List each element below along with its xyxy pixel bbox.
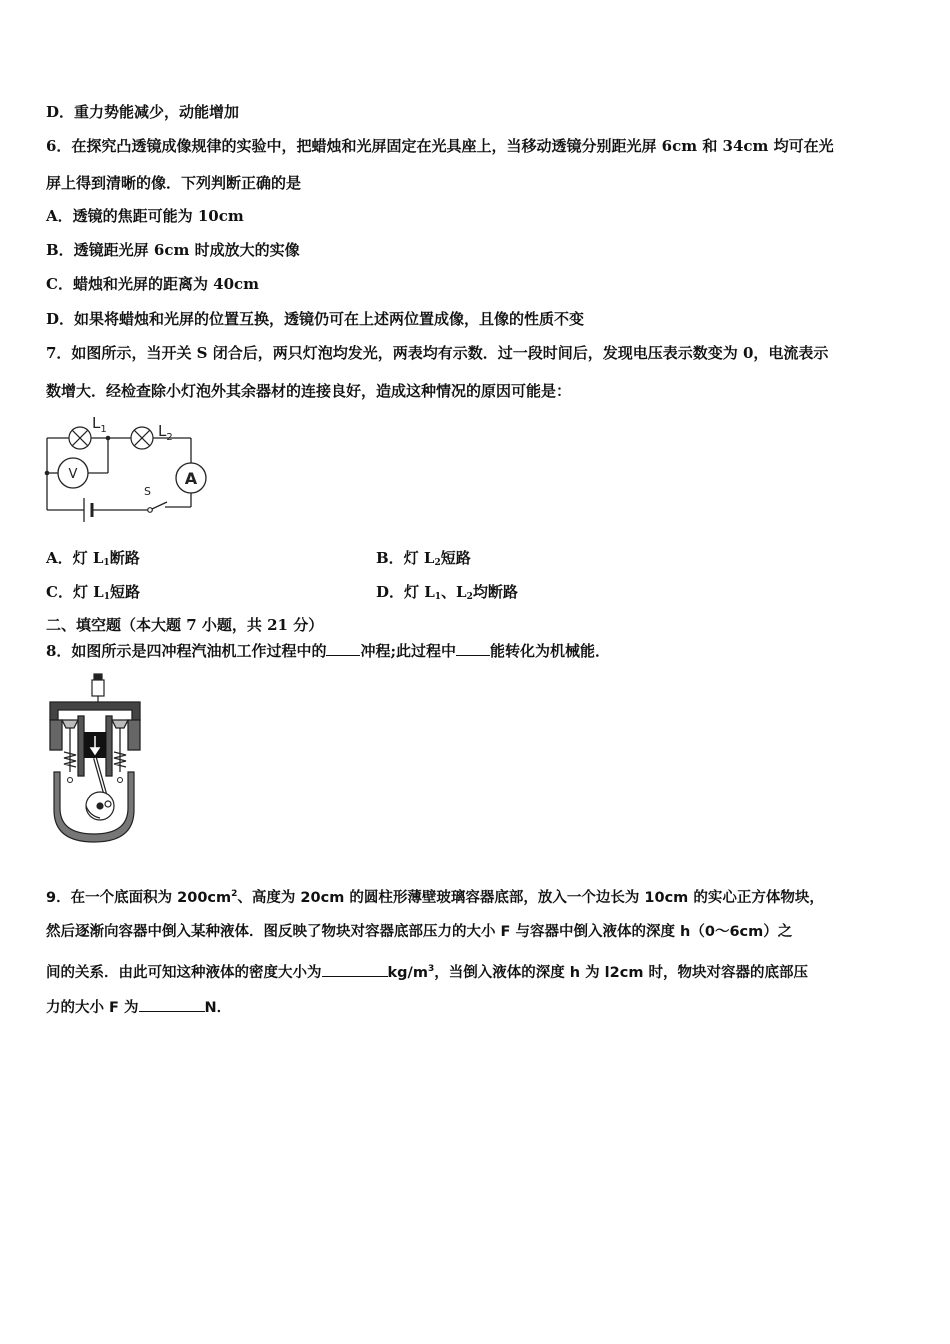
- q6-stem-line1: 6．在探究凸透镜成像规律的实验中，把蜡烛和光屏固定在光具座上，当移动透镜分别距光屏 6cm 和 34cm 均可在光: [46, 137, 834, 155]
- q6-option-b: B．透镜距光屏 6cm 时成放大的实像: [46, 241, 300, 259]
- q7-stem-line2: 数增大．经检查除小灯泡外其余器材的连接良好，造成这种情况的原因可能是：: [46, 382, 572, 400]
- q7-option-d: D．灯 $L_1$、$L_2$均断路: [376, 583, 518, 602]
- svg-text:L2: [158, 422, 173, 443]
- switch-label: S: [144, 485, 151, 498]
- q8-blank-2[interactable]: [456, 641, 490, 656]
- svg-text:L1: [92, 415, 107, 435]
- lamp-l1-icon: [69, 427, 91, 449]
- junction-dot-top: [106, 436, 111, 441]
- q7-option-c: C．灯 $L_1$短路: [46, 583, 140, 602]
- q9-stem-line3: 间的关系．由此可知这种液体的密度大小为 $kg/m^3$，当倒入液体的深度 h 为 l2cm 时，物块对容器的底部压: [46, 964, 808, 981]
- q6-stem-line2: 屏上得到清晰的像．下列判断正确的是: [46, 174, 302, 192]
- lamp-l2-icon: [131, 427, 153, 449]
- q6-option-d: D．如果将蜡烛和光屏的位置互换，透镜仍可在上述两位置成像，且像的性质不变: [46, 310, 585, 328]
- lamp-l2-sub: 2: [166, 432, 173, 443]
- q8-engine-diagram: [44, 672, 144, 848]
- switch-icon: [148, 502, 167, 512]
- q9-stem-line2: 然后逐渐向容器中倒入某种液体．图反映了物块对容器底部压力的大小 F 与容器中倒入液体的深度 h（0～6cm）之: [46, 924, 793, 940]
- q6-option-c: C．蜡烛和光屏的距离为 40cm: [46, 275, 260, 293]
- q9-blank-density[interactable]: [322, 962, 388, 977]
- section-2-title: 二、填空题（本大题 7 小题，共 21 分）: [46, 616, 324, 634]
- q9-stem-line4: 力的大小 F 为 N．: [46, 997, 231, 1018]
- battery-icon: [84, 498, 92, 522]
- lamp-l1-sub: 1: [100, 424, 107, 435]
- lamp-l1-label: L: [92, 415, 101, 432]
- q9-stem-line1: 9．在一个底面积为 $200cm^2$、高度为 20cm 的圆柱形薄壁玻璃容器底部，放入一个边长为 10cm 的实心正方体物块，: [46, 889, 824, 906]
- q5-option-d: D．重力势能减少，动能增加: [46, 103, 240, 121]
- q7-option-a: A．灯 $L_1$断路: [46, 549, 140, 568]
- q6-option-a: A．透镜的焦距可能为 10cm: [46, 207, 244, 225]
- crankshaft-icon: [86, 792, 114, 820]
- q8-blank-1[interactable]: [326, 641, 360, 656]
- q7-option-b: B．灯 $L_2$短路: [376, 549, 471, 568]
- lamp-l2-label: L: [158, 422, 167, 440]
- q8-stem: 8．如图所示是四冲程汽油机工作过程中的 冲程;此过程中 能转化为机械能．: [46, 642, 611, 660]
- q7-stem-line1: 7．如图所示，当开关 S 闭合后，两只灯泡均发光，两表均有示数．过一段时间后，发现电压表示数变为 0，电流表示: [46, 344, 829, 362]
- q9-blank-force[interactable]: [139, 997, 205, 1012]
- ammeter-label: A: [184, 469, 198, 488]
- q7-circuit-diagram: [40, 415, 230, 525]
- voltmeter-label: V: [68, 467, 78, 482]
- junction-dot-left: [45, 471, 50, 476]
